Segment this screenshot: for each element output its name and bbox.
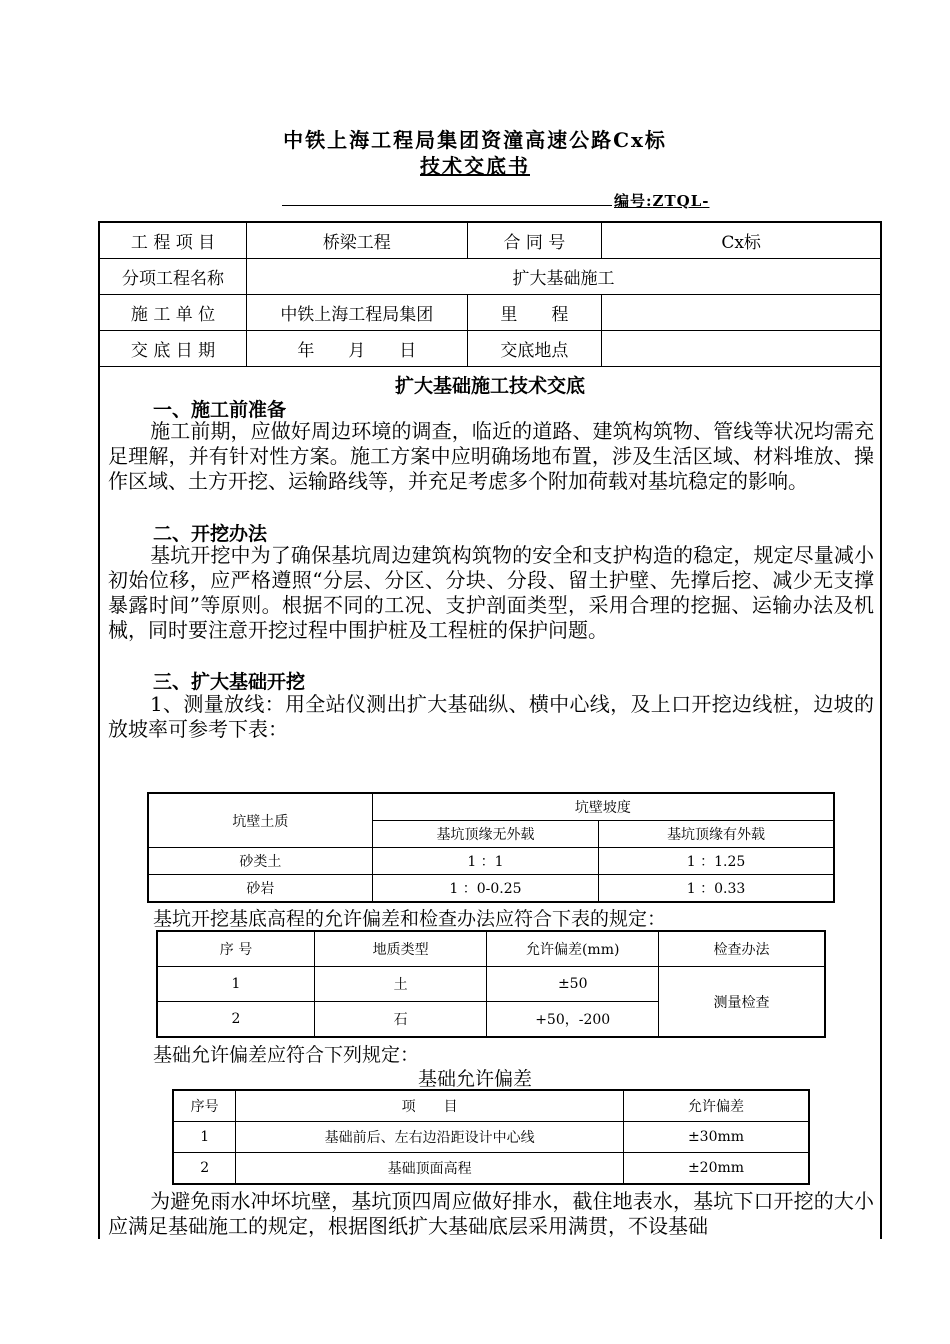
document-subtitle — [0, 150, 950, 179]
elev-col-type: 地质类型 — [314, 931, 486, 967]
foundation-header-row — [173, 1090, 809, 1122]
paragraph-drainage-text: 为避免雨水冲坏坑壁，基坑顶四周应做好排水，截住地表水，基坑下口开挖的大小应满足基础施工的规定，根据图纸扩大基础底层采用满贯，不设基础 — [108, 1189, 874, 1238]
found-col-tol: 允许偏差 — [623, 1090, 809, 1122]
found-no: 1 — [173, 1122, 236, 1153]
section-title: 扩大基础施工技术交底 — [394, 375, 585, 397]
foundation-table-caption: 基础允许偏差 — [417, 1068, 532, 1090]
date-label: 交 底 日 期 — [99, 331, 247, 367]
subproject-value: 扩大基础施工 — [247, 259, 881, 295]
found-no: 2 — [173, 1153, 236, 1185]
elevation-table — [156, 930, 826, 1038]
slope-col-group: 坑壁坡度 — [372, 793, 834, 821]
slope-col-no-load: 基坑顶缘无外载 — [372, 821, 598, 848]
paragraph-drainage — [108, 1189, 874, 1239]
paragraph-excavation-method — [108, 543, 874, 643]
elevation-header-row — [157, 931, 825, 967]
document-title: 中铁上海工程局集团资潼高速公路Cx标 — [283, 128, 667, 152]
elev-type: 土 — [314, 967, 486, 1002]
elev-type: 石 — [314, 1002, 486, 1038]
found-tol: ±20mm — [623, 1153, 809, 1185]
slope-with-load: 1 ：0.33 — [599, 875, 834, 903]
found-item: 基础前后、左右边沿距设计中心线 — [236, 1122, 624, 1153]
line-elevation-intro: 基坑开挖基底高程的允许偏差和检查办法应符合下表的规定： — [153, 908, 667, 930]
table-row — [157, 967, 825, 1002]
contract-value: Cx标 — [602, 222, 881, 259]
table-row — [148, 875, 834, 903]
elev-col-tol: 允许偏差(mm) — [487, 931, 659, 967]
slope-header-row — [148, 793, 834, 821]
paragraph-survey — [108, 692, 874, 742]
paragraph-survey-text: 1、测量放线：用全站仪测出扩大基础纵、横中心线，及上口开挖边线桩，边坡的放坡率可参考下表： — [108, 692, 874, 741]
foundation-table — [172, 1089, 810, 1185]
date-value: 年 月 日 — [247, 331, 467, 367]
info-row-subproject — [99, 259, 881, 295]
project-label: 工 程 项 目 — [99, 222, 247, 259]
info-row-date — [99, 331, 881, 367]
slope-col-with-load: 基坑顶缘有外载 — [599, 821, 834, 848]
elev-col-method: 检查办法 — [659, 931, 825, 967]
table-row — [148, 848, 834, 875]
mileage-value — [602, 295, 881, 331]
elev-col-no: 序 号 — [157, 931, 314, 967]
slope-table — [147, 792, 835, 903]
doc-number: 编号:ZTQL- — [614, 192, 710, 210]
paragraph-excavation-method-text: 基坑开挖中为了确保基坑周边建筑构筑物的安全和支护构造的稳定，规定尽量减小初始位移，应严格遵照“分层、分区、分块、分段、留土护壁、先撑后挖、减少无支撑暴露时间”等原则。根据不同的工况、支护剖面类型，采用合理的挖掘、运输办法及机械，同时要注意开挖过程中围护桩及工程桩的保护问题。 — [108, 543, 874, 642]
slope-no-load: 1 ：0-0.25 — [372, 875, 598, 903]
info-row-project — [99, 222, 881, 259]
mileage-label: 里 程 — [467, 295, 602, 331]
slope-soil: 砂类土 — [148, 848, 372, 875]
slope-col-soil: 坑壁土质 — [148, 793, 372, 848]
subproject-label: 分项工程名称 — [99, 259, 247, 295]
found-item: 基础顶面高程 — [236, 1153, 624, 1185]
place-label: 交底地点 — [467, 331, 602, 367]
doc-no-underline — [282, 205, 612, 206]
slope-soil: 砂岩 — [148, 875, 372, 903]
project-value: 桥梁工程 — [247, 222, 467, 259]
heading-excavation-method: 二、开挖办法 — [153, 523, 268, 545]
paragraph-preparation — [108, 419, 874, 494]
found-col-item: 项 目 — [236, 1090, 624, 1122]
contract-label: 合 同 号 — [467, 222, 602, 259]
table-row — [173, 1153, 809, 1185]
found-tol: ±30mm — [623, 1122, 809, 1153]
table-row — [173, 1122, 809, 1153]
info-row-unit — [99, 295, 881, 331]
found-col-no: 序号 — [173, 1090, 236, 1122]
paragraph-preparation-text: 施工前期，应做好周边环境的调查，临近的道路、建筑构筑物、管线等状况均需充足理解，并有针对性方案。施工方案中应明确场地布置，涉及生活区域、材料堆放、操作区域、土方开挖、运输路线等，并充足考虑多个附加荷载对基坑稳定的影响。 — [108, 419, 874, 493]
slope-with-load: 1 ：1.25 — [599, 848, 834, 875]
document-subtitle-text: 技术交底书 — [420, 154, 530, 178]
place-value — [602, 331, 881, 367]
unit-value: 中铁上海工程局集团 — [247, 295, 467, 331]
heading-preparation: 一、施工前准备 — [153, 399, 287, 421]
info-table — [98, 221, 882, 367]
heading-foundation-excavation: 三、扩大基础开挖 — [153, 671, 306, 693]
elev-no: 2 — [157, 1002, 314, 1038]
elev-no: 1 — [157, 967, 314, 1002]
elev-tol: ±50 — [487, 967, 659, 1002]
unit-label: 施 工 单 位 — [99, 295, 247, 331]
elev-tol: +50，-200 — [487, 1002, 659, 1038]
line-foundation-intro: 基础允许偏差应符合下列规定： — [153, 1044, 420, 1066]
elev-method: 测量检查 — [659, 967, 825, 1038]
slope-no-load: 1 ：1 — [372, 848, 598, 875]
